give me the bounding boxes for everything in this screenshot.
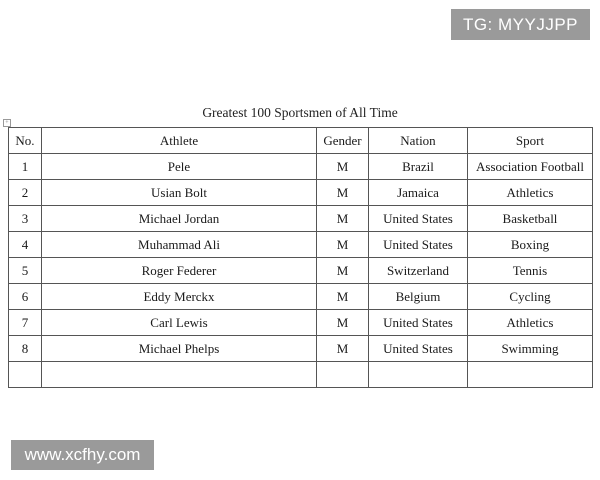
cell-no: 1 — [9, 154, 42, 180]
cell-no: 6 — [9, 284, 42, 310]
table-row — [9, 310, 593, 336]
table-row — [9, 154, 593, 180]
cell-no: 7 — [9, 310, 42, 336]
cell-nation: Switzerland — [369, 258, 468, 284]
table-row — [9, 232, 593, 258]
cell-gender: M — [317, 336, 369, 362]
cell-gender: M — [317, 154, 369, 180]
cell-athlete: Eddy Merckx — [42, 284, 317, 310]
cell-no: 4 — [9, 232, 42, 258]
cell-sport: Association Football — [468, 154, 593, 180]
table-row — [9, 336, 593, 362]
cell-nation: United States — [369, 310, 468, 336]
header-gender: Gender — [317, 128, 369, 154]
cell-sport: Swimming — [468, 336, 593, 362]
cell-no: 8 — [9, 336, 42, 362]
watermark-top: TG: MYYJJPP — [451, 9, 590, 40]
cell-no: 3 — [9, 206, 42, 232]
cell-athlete: Michael Phelps — [42, 336, 317, 362]
cell-gender: M — [317, 232, 369, 258]
table-row — [9, 180, 593, 206]
table-move-handle-icon[interactable]: + — [3, 119, 11, 127]
cell-sport: Athletics — [468, 180, 593, 206]
header-athlete: Athlete — [42, 128, 317, 154]
cell-athlete: Usian Bolt — [42, 180, 317, 206]
document-title: Greatest 100 Sportsmen of All Time — [202, 105, 398, 120]
cell-nation: United States — [369, 232, 468, 258]
cell-athlete: Carl Lewis — [42, 310, 317, 336]
cell-gender: M — [317, 310, 369, 336]
cell-sport: Cycling — [468, 284, 593, 310]
cell-gender: M — [317, 206, 369, 232]
cell-no: 5 — [9, 258, 42, 284]
table-row-cut-off — [9, 362, 593, 388]
table-row — [9, 258, 593, 284]
cell-sport: Boxing — [468, 232, 593, 258]
cell-sport: Tennis — [468, 258, 593, 284]
cell-nation: Brazil — [369, 154, 468, 180]
watermark-bottom: www.xcfhy.com — [11, 440, 154, 470]
sportsmen-table — [8, 127, 593, 388]
cell-gender: M — [317, 284, 369, 310]
cell-sport: Basketball — [468, 206, 593, 232]
cell-nation: Belgium — [369, 284, 468, 310]
header-sport: Sport — [468, 128, 593, 154]
cell-no: 2 — [9, 180, 42, 206]
table-row — [9, 206, 593, 232]
table-header-row — [9, 128, 593, 154]
cell-nation: Jamaica — [369, 180, 468, 206]
table-row — [9, 284, 593, 310]
cell-nation: United States — [369, 336, 468, 362]
cell-athlete: Muhammad Ali — [42, 232, 317, 258]
cell-sport: Athletics — [468, 310, 593, 336]
cell-athlete: Michael Jordan — [42, 206, 317, 232]
header-no: No. — [9, 128, 42, 154]
header-nation: Nation — [369, 128, 468, 154]
cell-nation: United States — [369, 206, 468, 232]
cell-athlete: Roger Federer — [42, 258, 317, 284]
cell-athlete: Pele — [42, 154, 317, 180]
cell-gender: M — [317, 180, 369, 206]
cell-gender: M — [317, 258, 369, 284]
